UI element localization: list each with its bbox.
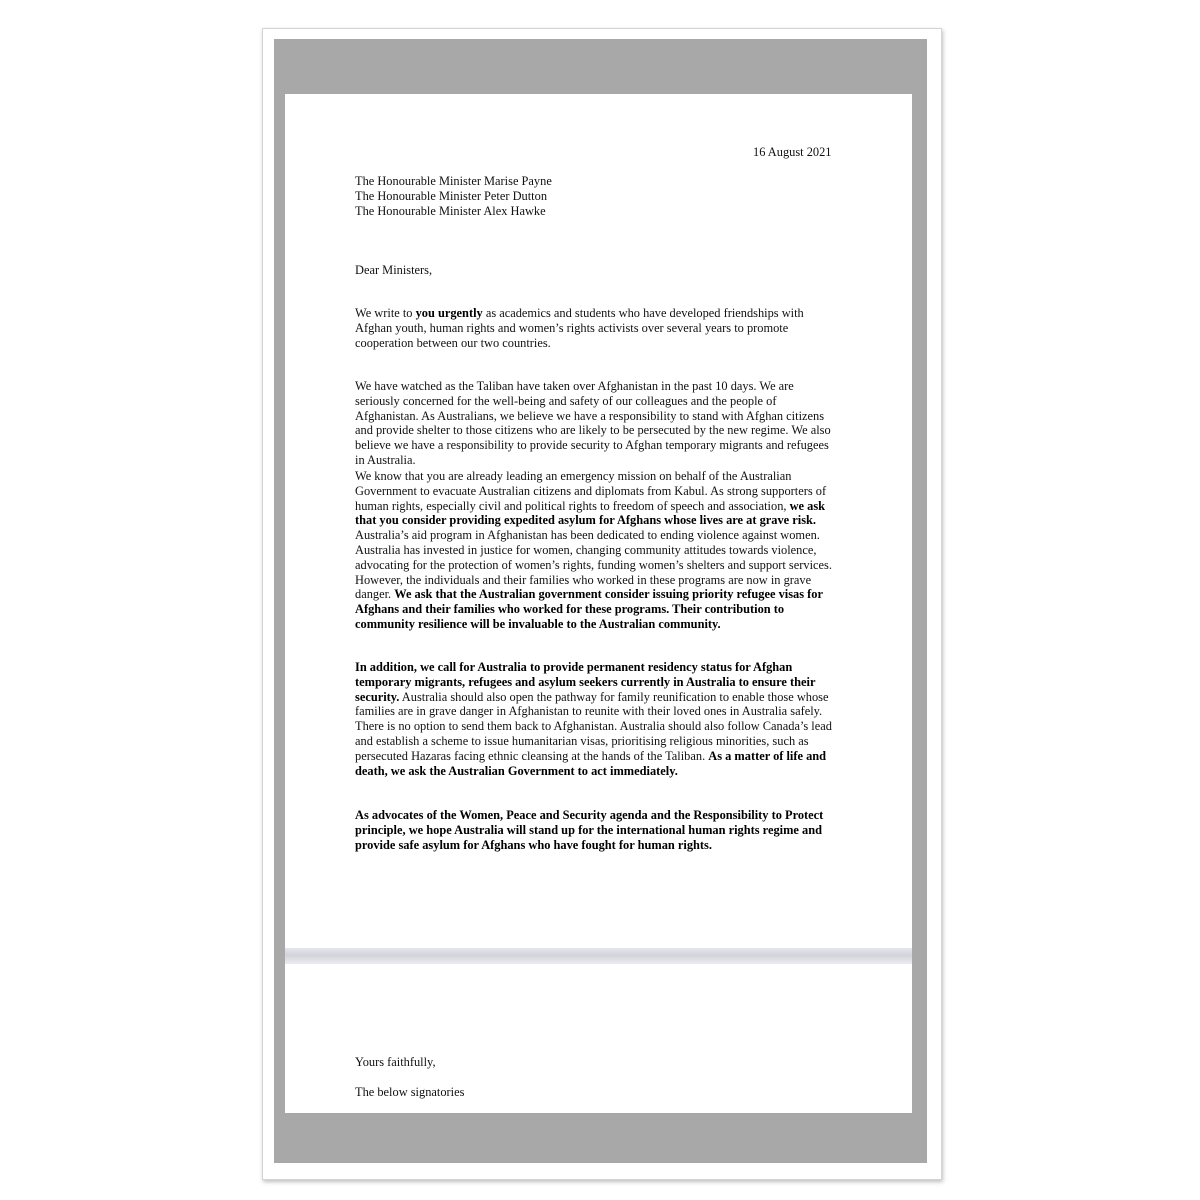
- paragraph-text: Australia’s aid program in Afghanistan has been dedicated to ending violence against women. Australia has invested in justice for women, changing community attitudes towards violence, advocating for the protection of women’s rights, funding women’s shelters and support services. However, the individuals and their families who worked in these programs are now in grave danger.: [355, 528, 832, 602]
- paragraph-2: We have watched as the Taliban have taken over Afghanistan in the past 10 days. We are seriously concerned for the well-being and safety of our colleagues and the people of Afghanistan. As Australians, we believe we have a responsibility to stand with Afghan citizens and provide shelter to those citizens who are likely to be persecuted by the new regime. We also believe we have a responsibility to provide security to Afghan temporary migrants and refugees in Australia.: [355, 379, 831, 467]
- addressee-line: The Honourable Minister Marise Payne: [355, 174, 552, 188]
- paragraph-bold-text: you urgently: [415, 306, 483, 320]
- paragraph-text: We write to: [355, 306, 416, 320]
- addressee-line: The Honourable Minister Alex Hawke: [355, 203, 546, 218]
- page-break: [285, 948, 912, 964]
- closing: Yours faithfully,: [355, 1055, 436, 1069]
- addressee-block: [355, 174, 835, 218]
- addressee-line: The Honourable Minister Peter Dutton: [355, 188, 548, 203]
- paragraph-bold-text: we ask that you consider providing expedited asylum for Afghans whose lives are at grave risk.: [355, 498, 826, 528]
- salutation: Dear Ministers,: [355, 263, 433, 277]
- letter-date: 16 August 2021: [753, 145, 832, 159]
- paragraph-bold-text: In addition, we call for Australia to provide permanent residency status for Afghan temporary migrants, refugees and asylum seekers currently in Australia to ensure their security.: [355, 660, 816, 704]
- paragraph-4: [355, 660, 837, 778]
- signatories: The below signatories: [355, 1085, 465, 1099]
- paragraph-5: [355, 808, 837, 852]
- paragraph-text: We know that you are already leading an emergency mission on behalf of the Australian Government to evacuate Australian citizens and diplomats from Kabul. As strong supporters of human rights, especially civil and political rights to freedom of speech and association,: [355, 469, 827, 513]
- paragraph-text: as academics and students who have developed friendships with Afghan youth, human rights and women’s rights activists over several years to promote cooperation between our two countries.: [355, 306, 804, 350]
- paragraph-bold-text: As a matter of life and death, we ask the Australian Government to act immediately.: [355, 748, 827, 778]
- paragraph-3: [355, 469, 837, 632]
- paragraph-1: [355, 306, 837, 350]
- paragraph-bold-text: As advocates of the Women, Peace and Security agenda and the Responsibility to Protect principle, we hope Australia will stand up for the international human rights regime and provide safe asylum for Afghans who have fought for human rights.: [355, 808, 824, 852]
- paragraph-text: Australia should also open the pathway for family reunification to enable those whose families are in grave danger in Afghanistan to reunite with their loved ones in Australia safely. There is no option to send them back to Afghanistan. Australia should also follow Canada’s lead and establish a scheme to issue humanitarian visas, prioritising religious minorities, such as persecuted Hazaras facing ethnic cleansing at the hands of the Taliban.: [355, 689, 832, 763]
- paragraph-bold-text: We ask that the Australian government consider issuing priority refugee visas for Afghans and their families who worked for these programs. Their contribution to community resilience will be invaluable to the Australian community.: [355, 587, 823, 631]
